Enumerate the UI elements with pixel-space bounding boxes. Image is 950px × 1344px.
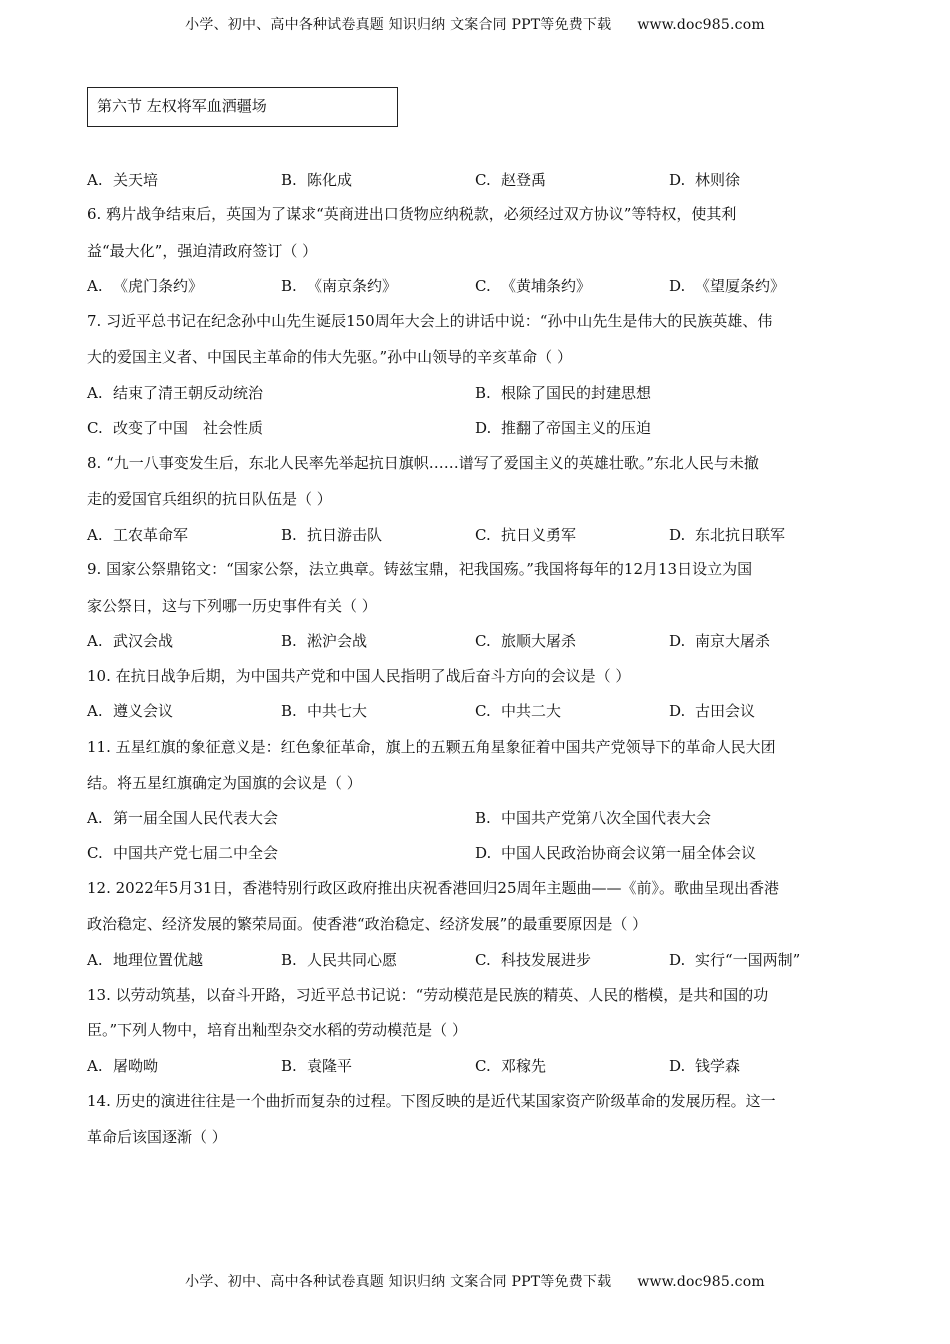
q12-stem-line1: 12. 2022年5月31日，香港特别行政区政府推出庆祝香港回归25周年主题曲——《前》。歌曲呈现出香港 <box>87 879 780 897</box>
page-footer <box>0 1271 950 1291</box>
q8-option-a: A. 工农革命军 <box>87 526 189 544</box>
q6-stem-line1: 6. 鸦片战争结束后，英国为了谋求“英商进出口货物应纳税款，必须经过双方协议”等特权，使其利 <box>87 205 737 223</box>
q10-option-b: B. 中共七大 <box>281 702 368 720</box>
q9-stem-line2: 家公祭日，这与下列哪一历史事件有关（ ） <box>87 597 377 615</box>
page-header <box>0 14 950 34</box>
q8-option-d: D. 东北抗日联军 <box>669 526 786 544</box>
q12-option-a: A. 地理位置优越 <box>87 951 204 969</box>
q7-option-c: C. 改变了中国 社会性质 <box>87 419 264 437</box>
q7-stem-line1: 7. 习近平总书记在纪念孙中山先生诞辰150周年大会上的讲话中说：“孙中山先生是伟大的民族英雄、伟 <box>87 312 773 330</box>
q8-stem-line2: 走的爱国官兵组织的抗日队伍是（ ） <box>87 490 332 508</box>
q13-option-c: C. 邓稼先 <box>475 1057 547 1075</box>
q6-option-c: C. 《黄埔条约》 <box>475 277 592 295</box>
section-title-box <box>87 87 398 127</box>
q13-stem-line2: 臣。”下列人物中，培育出籼型杂交水稻的劳动模范是（ ） <box>87 1021 467 1039</box>
q11-stem-line2: 结。将五星红旗确定为国旗的会议是（ ） <box>87 774 362 792</box>
q6-stem-line2: 益“最大化”，强迫清政府签订（ ） <box>87 242 318 260</box>
q7-stem-line2: 大的爱国主义者、中国民主革命的伟大先驱。”孙中山领导的辛亥革命（ ） <box>87 348 572 366</box>
q11-option-b: B. 中国共产党第八次全国代表大会 <box>475 809 712 827</box>
q11-option-c: C. 中国共产党七届二中全会 <box>87 844 279 862</box>
q8-stem-line1: 8. “九一八事变发生后，东北人民率先举起抗日旗帜……谱写了爱国主义的英雄壮歌。”东北人民与未撤 <box>87 454 759 472</box>
q9-option-a: A. 武汉会战 <box>87 632 174 650</box>
q6-option-b: B. 《南京条约》 <box>281 277 398 295</box>
q8-option-b: B. 抗日游击队 <box>281 526 383 544</box>
q10-option-a: A. 遵义会议 <box>87 702 174 720</box>
q5-option-b: B. 陈化成 <box>281 171 353 189</box>
q14-stem-line2: 革命后该国逐渐（ ） <box>87 1128 227 1146</box>
q5-option-d: D. 林则徐 <box>669 171 741 189</box>
q12-option-b: B. 人民共同心愿 <box>281 951 398 969</box>
header-text: 小学、初中、高中各种试卷真题 知识归纳 文案合同 PPT等免费下载 <box>185 17 612 33</box>
q13-option-d: D. 钱学森 <box>669 1057 741 1075</box>
q10-option-d: D. 古田会议 <box>669 702 756 720</box>
q6-option-a: A. 《虎门条约》 <box>87 277 204 295</box>
q9-option-b: B. 淞沪会战 <box>281 632 368 650</box>
q10-stem-line1: 10. 在抗日战争后期，为中国共产党和中国人民指明了战后奋斗方向的会议是（ ） <box>87 667 631 685</box>
q11-option-d: D. 中国人民政治协商会议第一届全体会议 <box>475 844 757 862</box>
q14-stem-line1: 14. 历史的演进往往是一个曲折而复杂的过程。下图反映的是近代某国家资产阶级革命的发展历程。这一 <box>87 1092 776 1110</box>
section-title: 第六节 左权将军血洒疆场 <box>97 97 267 115</box>
q5-option-a: A. 关天培 <box>87 171 159 189</box>
q13-option-a: A. 屠呦呦 <box>87 1057 159 1075</box>
q13-option-b: B. 袁隆平 <box>281 1057 353 1075</box>
q9-option-c: C. 旅顺大屠杀 <box>475 632 577 650</box>
footer-text: 小学、初中、高中各种试卷真题 知识归纳 文案合同 PPT等免费下载 <box>185 1274 612 1290</box>
q9-option-d: D. 南京大屠杀 <box>669 632 771 650</box>
q12-stem-line2: 政治稳定、经济发展的繁荣局面。使香港“政治稳定、经济发展”的最重要原因是（ ） <box>87 915 648 933</box>
q11-option-a: A. 第一届全国人民代表大会 <box>87 809 279 827</box>
q8-option-c: C. 抗日义勇军 <box>475 526 577 544</box>
q7-option-b: B. 根除了国民的封建思想 <box>475 384 652 402</box>
q6-option-d: D. 《望厦条约》 <box>669 277 786 295</box>
q10-option-c: C. 中共二大 <box>475 702 562 720</box>
q7-option-d: D. 推翻了帝国主义的压迫 <box>475 419 652 437</box>
q12-option-d: D. 实行“一国两制” <box>669 951 801 969</box>
q11-stem-line1: 11. 五星红旗的象征意义是：红色象征革命，旗上的五颗五角星象征着中国共产党领导下的革命人民大团 <box>87 738 776 756</box>
footer-url[interactable]: www.doc985.com <box>637 1274 765 1290</box>
q12-option-c: C. 科技发展进步 <box>475 951 592 969</box>
q13-stem-line1: 13. 以劳动筑基，以奋斗开路，习近平总书记说：“劳动模范是民族的精英、人民的楷模，是共和国的功 <box>87 986 769 1004</box>
q7-option-a: A. 结束了清王朝反动统治 <box>87 384 264 402</box>
header-url[interactable]: www.doc985.com <box>637 17 765 33</box>
q9-stem-line1: 9. 国家公祭鼎铭文：“国家公祭，法立典章。铸兹宝鼎，祀我国殇。”我国将每年的12月13日设立为国 <box>87 560 753 578</box>
q5-option-c: C. 赵登禹 <box>475 171 547 189</box>
